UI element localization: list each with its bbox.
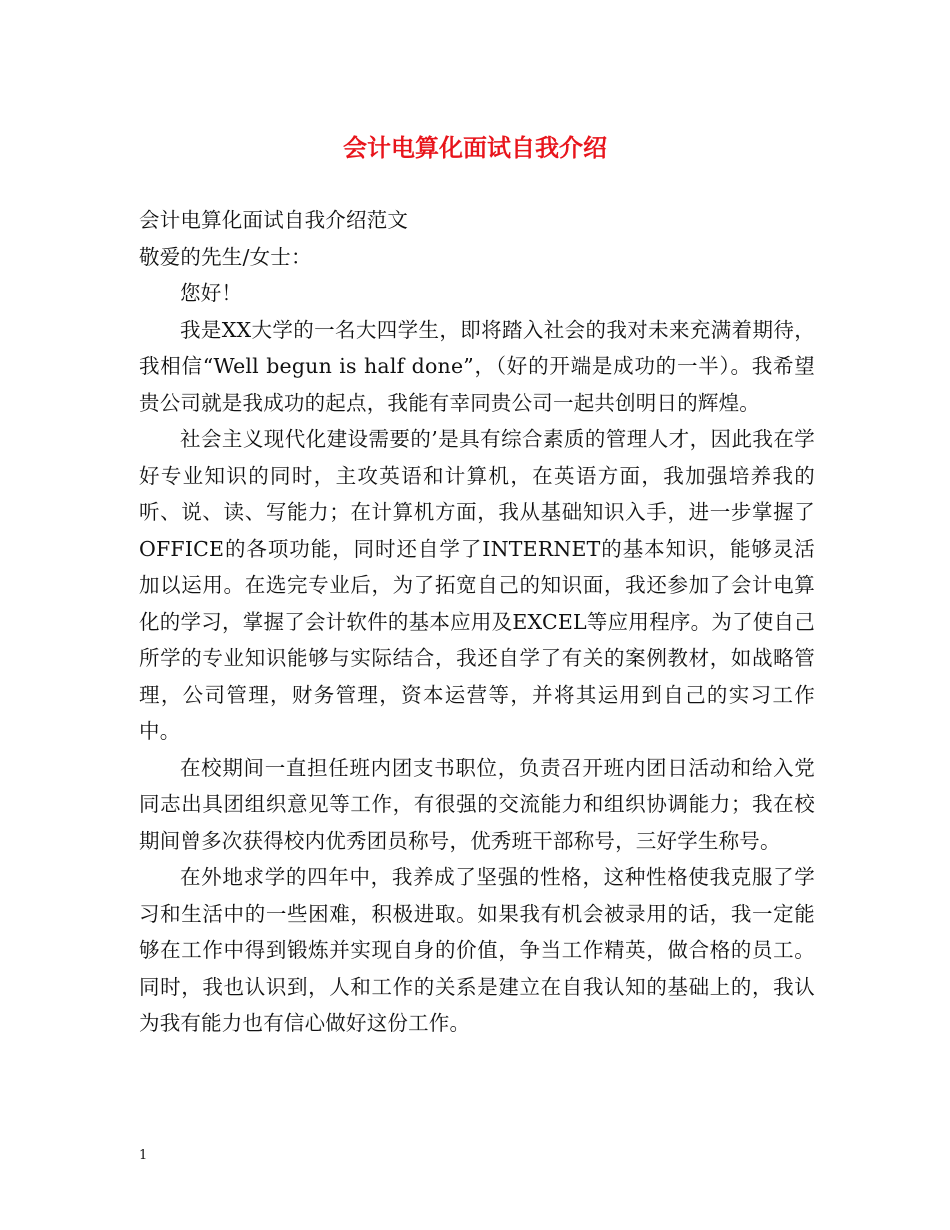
page-number: 1	[139, 1148, 148, 1163]
paragraph-intro: 我是XX大学的一名大四学生，即将踏入社会的我对未来充满着期待，我相信“Well begun is half done”，（好的开端是成功的一半）。我希望贵公司就是我成功的起点，我能有幸同贵公司一起共创明日的辉煌。	[139, 317, 815, 415]
paragraph-campus-roles: 在校期间一直担任班内团支书职位，负责召开班内团日活动和给入党同志出具团组织意见等工作，有很强的交流能力和组织协调能力；我在校期间曾多次获得校内优秀团员称号，优秀班干部称号，三好学生称号。	[139, 755, 815, 853]
greeting: 您好！	[180, 281, 243, 305]
paragraph-conclusion: 在外地求学的四年中，我养成了坚强的性格，这种性格使我克服了学习和生活中的一些困难，积极进取。如果我有机会被录用的话，我一定能够在工作中得到锻炼并实现自身的价值，争当工作精英，做合格的员工。同时，我也认识到，人和工作的关系是建立在自我认知的基础上的，我认为我有能力也有信心做好这份工作。	[139, 865, 815, 1035]
salutation: 敬爱的先生/女士：	[139, 244, 312, 269]
document-body	[139, 202, 815, 1042]
document-subtitle: 会计电算化面试自我介绍范文	[139, 208, 409, 232]
document-title: 会计电算化面试自我介绍	[343, 134, 607, 162]
paragraph-skills: 社会主义现代化建设需要的’是具有综合素质的管理人才，因此我在学好专业知识的同时，主攻英语和计算机，在英语方面，我加强培养我的听、说、读、写能力；在计算机方面，我从基础知识入手，进一步掌握了OFFICE的各项功能，同时还自学了INTERNET的基本知识，能够灵活加以运用。在选完专业后，为了拓宽自己的知识面，我还参加了会计电算化的学习，掌握了会计软件的基本应用及EXCEL等应用程序。为了使自己所学的专业知识能够与实际结合，我还自学了有关的案例教材，如战略管理，公司管理，财务管理，资本运营等，并将其运用到自己的实习工作中。	[139, 427, 815, 743]
